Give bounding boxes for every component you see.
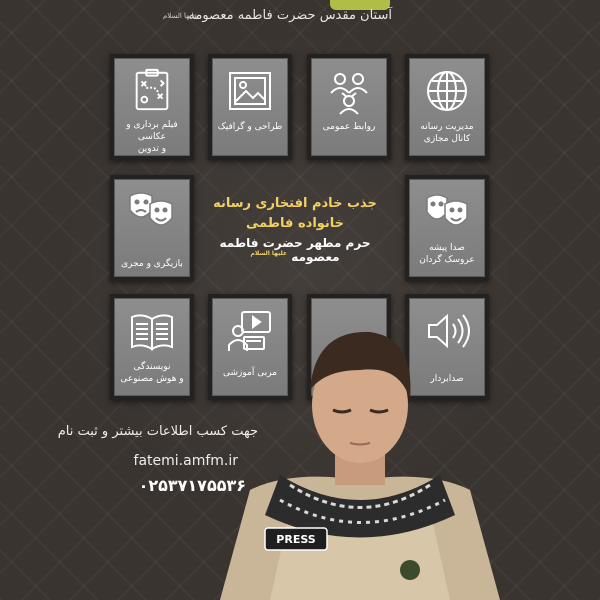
contact-phone-number[interactable]: ۰۲۵۳۷۱۷۵۵۳۶ — [138, 476, 246, 495]
tile-public-relations[interactable] — [307, 54, 391, 160]
tile-label: روابط عمومی — [322, 122, 376, 132]
tile-label-secondary: و هوش مصنوعی — [120, 374, 184, 384]
tile-label: صدابردار — [430, 374, 464, 384]
header-title-suffix: علیها السلام — [162, 12, 198, 20]
tile-filming-photography[interactable] — [110, 54, 194, 160]
tile-label-secondary: عروسک گردان — [419, 255, 475, 265]
contact-info-text: جهت کسب اطلاعات بیشتر و ثبت نام — [57, 424, 258, 439]
tactics-board-icon — [128, 67, 176, 113]
tile-label: طراحی و گرافیک — [217, 122, 283, 132]
tile-graphic-design[interactable] — [208, 54, 292, 160]
globe-icon — [423, 67, 471, 115]
tile-label: صدا پیشه — [429, 243, 465, 253]
tile-voice-host[interactable] — [405, 175, 489, 281]
tile-label-secondary: کانال مجازی — [423, 134, 471, 144]
theater-masks-icon — [423, 188, 471, 236]
contact-website-link[interactable]: fatemi.amfm.ir — [133, 453, 238, 469]
tile-label: مربی آموزشی — [222, 368, 277, 378]
press-badge: PRESS — [276, 533, 316, 546]
people-network-icon — [325, 67, 373, 115]
image-icon — [226, 67, 274, 115]
promo-shrine-suffix: علیها السلام — [250, 250, 288, 257]
tile-writing-ai[interactable] — [110, 294, 194, 400]
theater-masks-icon — [128, 188, 176, 236]
promo-shrine-name-text: حرم مطهر حضرت فاطمه معصومه — [219, 236, 371, 264]
header-title-text: آستان مقدس حضرت فاطمه معصومه — [188, 8, 392, 23]
tile-acting-stage[interactable] — [110, 175, 194, 281]
tile-label: نویسندگی — [133, 362, 171, 372]
tile-label: مدیریت رسانه — [420, 122, 474, 132]
tile-label: بازیگری و مجری — [121, 259, 183, 269]
promo-subheadline: خانواده فاطمی — [245, 216, 345, 231]
tile-label: فیلم برداری و عکاسی — [126, 120, 178, 142]
tile-label-secondary: و تدوین — [137, 144, 167, 154]
open-book-icon — [128, 307, 176, 355]
promo-headline: جذب خادم افتخاری رسانه — [213, 196, 377, 211]
promo-text — [200, 196, 390, 264]
promo-shrine-name — [200, 236, 390, 264]
person-photo — [210, 310, 510, 600]
tile-media-management[interactable] — [405, 54, 489, 160]
